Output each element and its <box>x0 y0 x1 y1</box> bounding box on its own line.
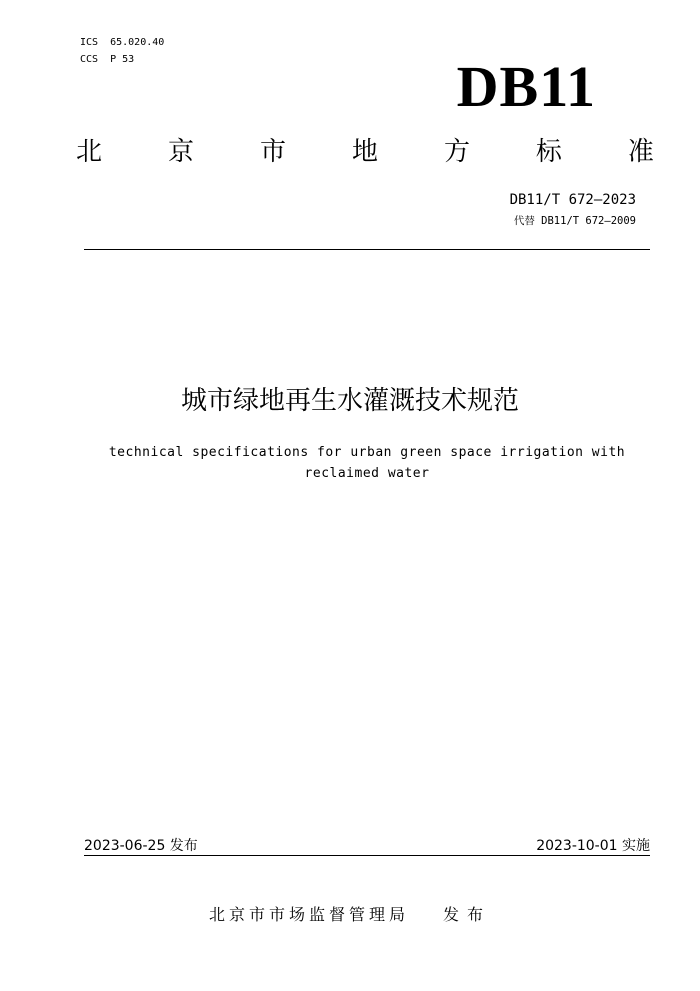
ics-code: ICS 65.020.40 <box>80 37 165 48</box>
document-title-chinese: 城市绿地再生水灌溉技术规范 <box>180 386 519 416</box>
issuer-level-char: 标 <box>535 137 562 167</box>
replaces-standard: 代替 DB11/T 672—2009 <box>513 215 636 227</box>
issuer-level-char: 方 <box>443 137 470 167</box>
document-title-english: technical specifications for urban green space irrigation with reclaimed water <box>108 445 626 481</box>
standard-number: DB11/T 672—2023 <box>509 192 636 208</box>
top-divider <box>84 249 650 250</box>
issuer-level-char: 市 <box>259 137 286 167</box>
publish-label: 发布 <box>443 905 492 924</box>
bottom-divider <box>84 855 650 856</box>
publisher-line <box>0 904 700 926</box>
ccs-code: CCS P 53 <box>80 54 135 65</box>
effective-date: 2023-10-01 实施 <box>536 838 650 854</box>
issuer-level-char: 准 <box>627 137 654 167</box>
publish-date: 2023-06-25 发布 <box>84 838 198 854</box>
publisher-name: 北京市市场监督管理局 <box>208 905 409 924</box>
db11-logo: DB11 <box>456 54 596 119</box>
issuer-level-heading <box>76 134 654 170</box>
issuer-level-char: 京 <box>167 137 194 167</box>
issuer-level-char: 北 <box>76 137 103 167</box>
issuer-level-char: 地 <box>351 137 378 167</box>
